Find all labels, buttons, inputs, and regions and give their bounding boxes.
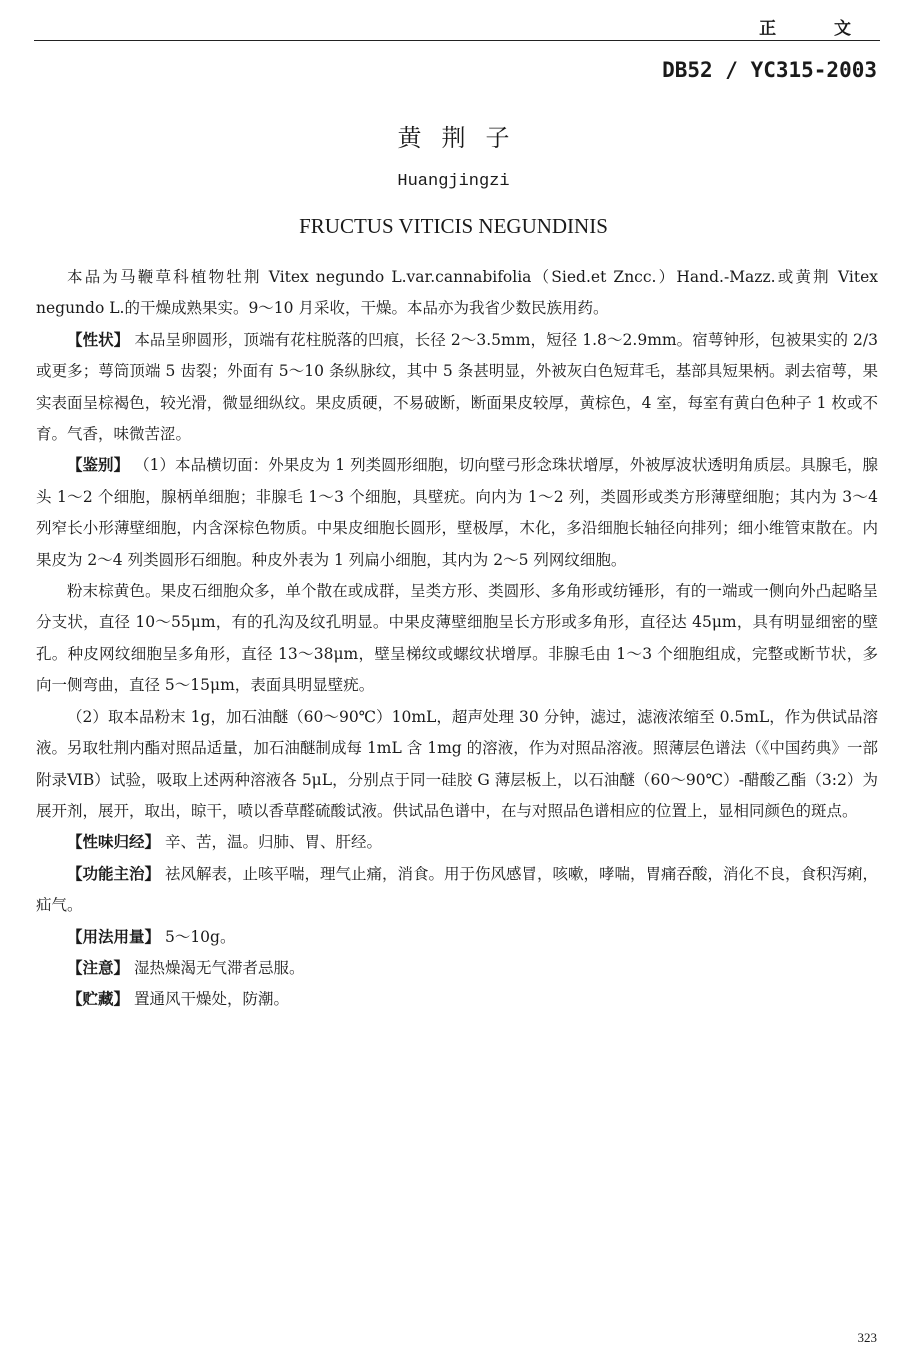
caution-label: 【注意】 xyxy=(67,958,130,977)
section-label: 正 文 xyxy=(759,19,877,39)
properties-label: 【性状】 xyxy=(67,330,130,349)
taste-label: 【性味归经】 xyxy=(67,833,161,852)
function-text: 祛风解表，止咳平喘，理气止痛，消食。用于伤风感冒，咳嗽，哮喘，胃痛吞酸，消化不良，食积泻痢，疝气。 xyxy=(36,864,878,915)
title-pinyin: Huangjingzi xyxy=(397,172,510,191)
page-number: 323 xyxy=(857,1330,877,1345)
powder-paragraph: 粉末棕黄色。果皮石细胞众多，单个散在或成群，呈类方形、类圆形、多角形或纺锤形，有的一端或一侧向外凸起略呈分支状，直径 10～55μm，有的孔沟及纹孔明显。中果皮薄壁细胞呈长方形或多角形，直径达 45μm，具有明显细密的壁孔。种皮网纹细胞呈多角形，直径 13～38μm，壁呈梯纹或螺纹状增厚。非腺毛由 1～3 个细胞组成，完整或断节状，多向一侧弯曲，直径 5～15μm，表面具明显壁疣。 xyxy=(36,582,878,695)
title-latin: FRUCTUS VITICIS NEGUNDINIS xyxy=(299,214,608,238)
taste-paragraph xyxy=(36,827,878,858)
monograph-body xyxy=(36,262,878,1016)
function-paragraph xyxy=(36,859,878,922)
header-rule xyxy=(34,40,880,41)
properties-paragraph xyxy=(36,325,878,451)
taste-text: 辛、苦，温。归肺、胃、肝经。 xyxy=(164,833,382,852)
intro-paragraph: 本品为马鞭草科植物牡荆 Vitex negundo L.var.cannabifolia（Sied.et Zncc.）Hand.-Mazz.或黄荆 Vitex negundo L.的干燥成熟果实。9～10 月采收，干燥。本品亦为我省少数民族用药。 xyxy=(36,268,878,318)
usage-label: 【用法用量】 xyxy=(67,927,161,946)
usage-text: 5～10g。 xyxy=(164,927,236,946)
title-chinese: 黄荆子 xyxy=(397,124,530,152)
storage-paragraph xyxy=(36,984,878,1015)
caution-paragraph xyxy=(36,953,878,984)
function-label: 【功能主治】 xyxy=(67,864,161,883)
tlc-paragraph: （2）取本品粉末 1g，加石油醚（60～90℃）10mL，超声处理 30 分钟，滤过，滤液浓缩至 0.5mL，作为供试品溶液。另取牡荆内酯对照品适量，加石油醚制成每 1mL 含 1mg 的溶液，作为对照品溶液。照薄层色谱法（《中国药典》一部附录ⅥB）试验，吸取上述两种溶液各 5μL，分别点于同一硅胶 G 薄层板上，以石油醚（60～90℃）-醋酸乙酯（3:2）为展开剂，展开，取出，晾干，喷以香草醛硫酸试液。供试品色谱中，在与对照品色谱相应的位置上，显相同颜色的斑点。 xyxy=(36,707,878,820)
usage-paragraph xyxy=(36,922,878,953)
storage-text: 置通风干燥处，防潮。 xyxy=(133,990,289,1009)
identification-text: （1）本品横切面：外果皮为 1 列类圆形细胞，切向壁弓形念珠状增厚，外被厚波状透明角质层。具腺毛，腺头 1～2 个细胞，腺柄单细胞；非腺毛 1～3 个细胞，具壁疣。向内为 1～2 列，类圆形或类方形薄壁细胞；其内为 3～4 列窄长小形薄壁细胞，内含深棕色物质。中果皮细胞长圆形，壁极厚，木化，多沿细胞长轴径向排列；细小维管束散在。内果皮为 2～4 列类圆形石细胞。种皮外表为 1 列扁小细胞，其内为 2～5 列网纹细胞。 xyxy=(36,456,878,569)
standard-code: DB52 / YC315-2003 xyxy=(662,58,877,82)
properties-text: 本品呈卵圆形，顶端有花柱脱落的凹痕，长径 2～3.5mm，短径 1.8～2.9mm。宿萼钟形，包被果实的 2/3 或更多；萼筒顶端 5 齿裂；外面有 5～10 条纵脉纹，其中 5 条甚明显，外被灰白色短茸毛，基部具短果柄。剥去宿萼，果实表面呈棕褐色，较光滑，微显细纵纹。果皮质硬，不易破断，断面果皮较厚，黄棕色，4 室，每室有黄白色种子 1 枚或不育。气香，味微苦涩。 xyxy=(36,330,878,444)
identification-paragraph xyxy=(36,450,878,576)
caution-text: 湿热燥渴无气滞者忌服。 xyxy=(133,958,305,977)
storage-label: 【贮藏】 xyxy=(67,990,130,1009)
identification-label: 【鉴别】 xyxy=(67,456,130,475)
